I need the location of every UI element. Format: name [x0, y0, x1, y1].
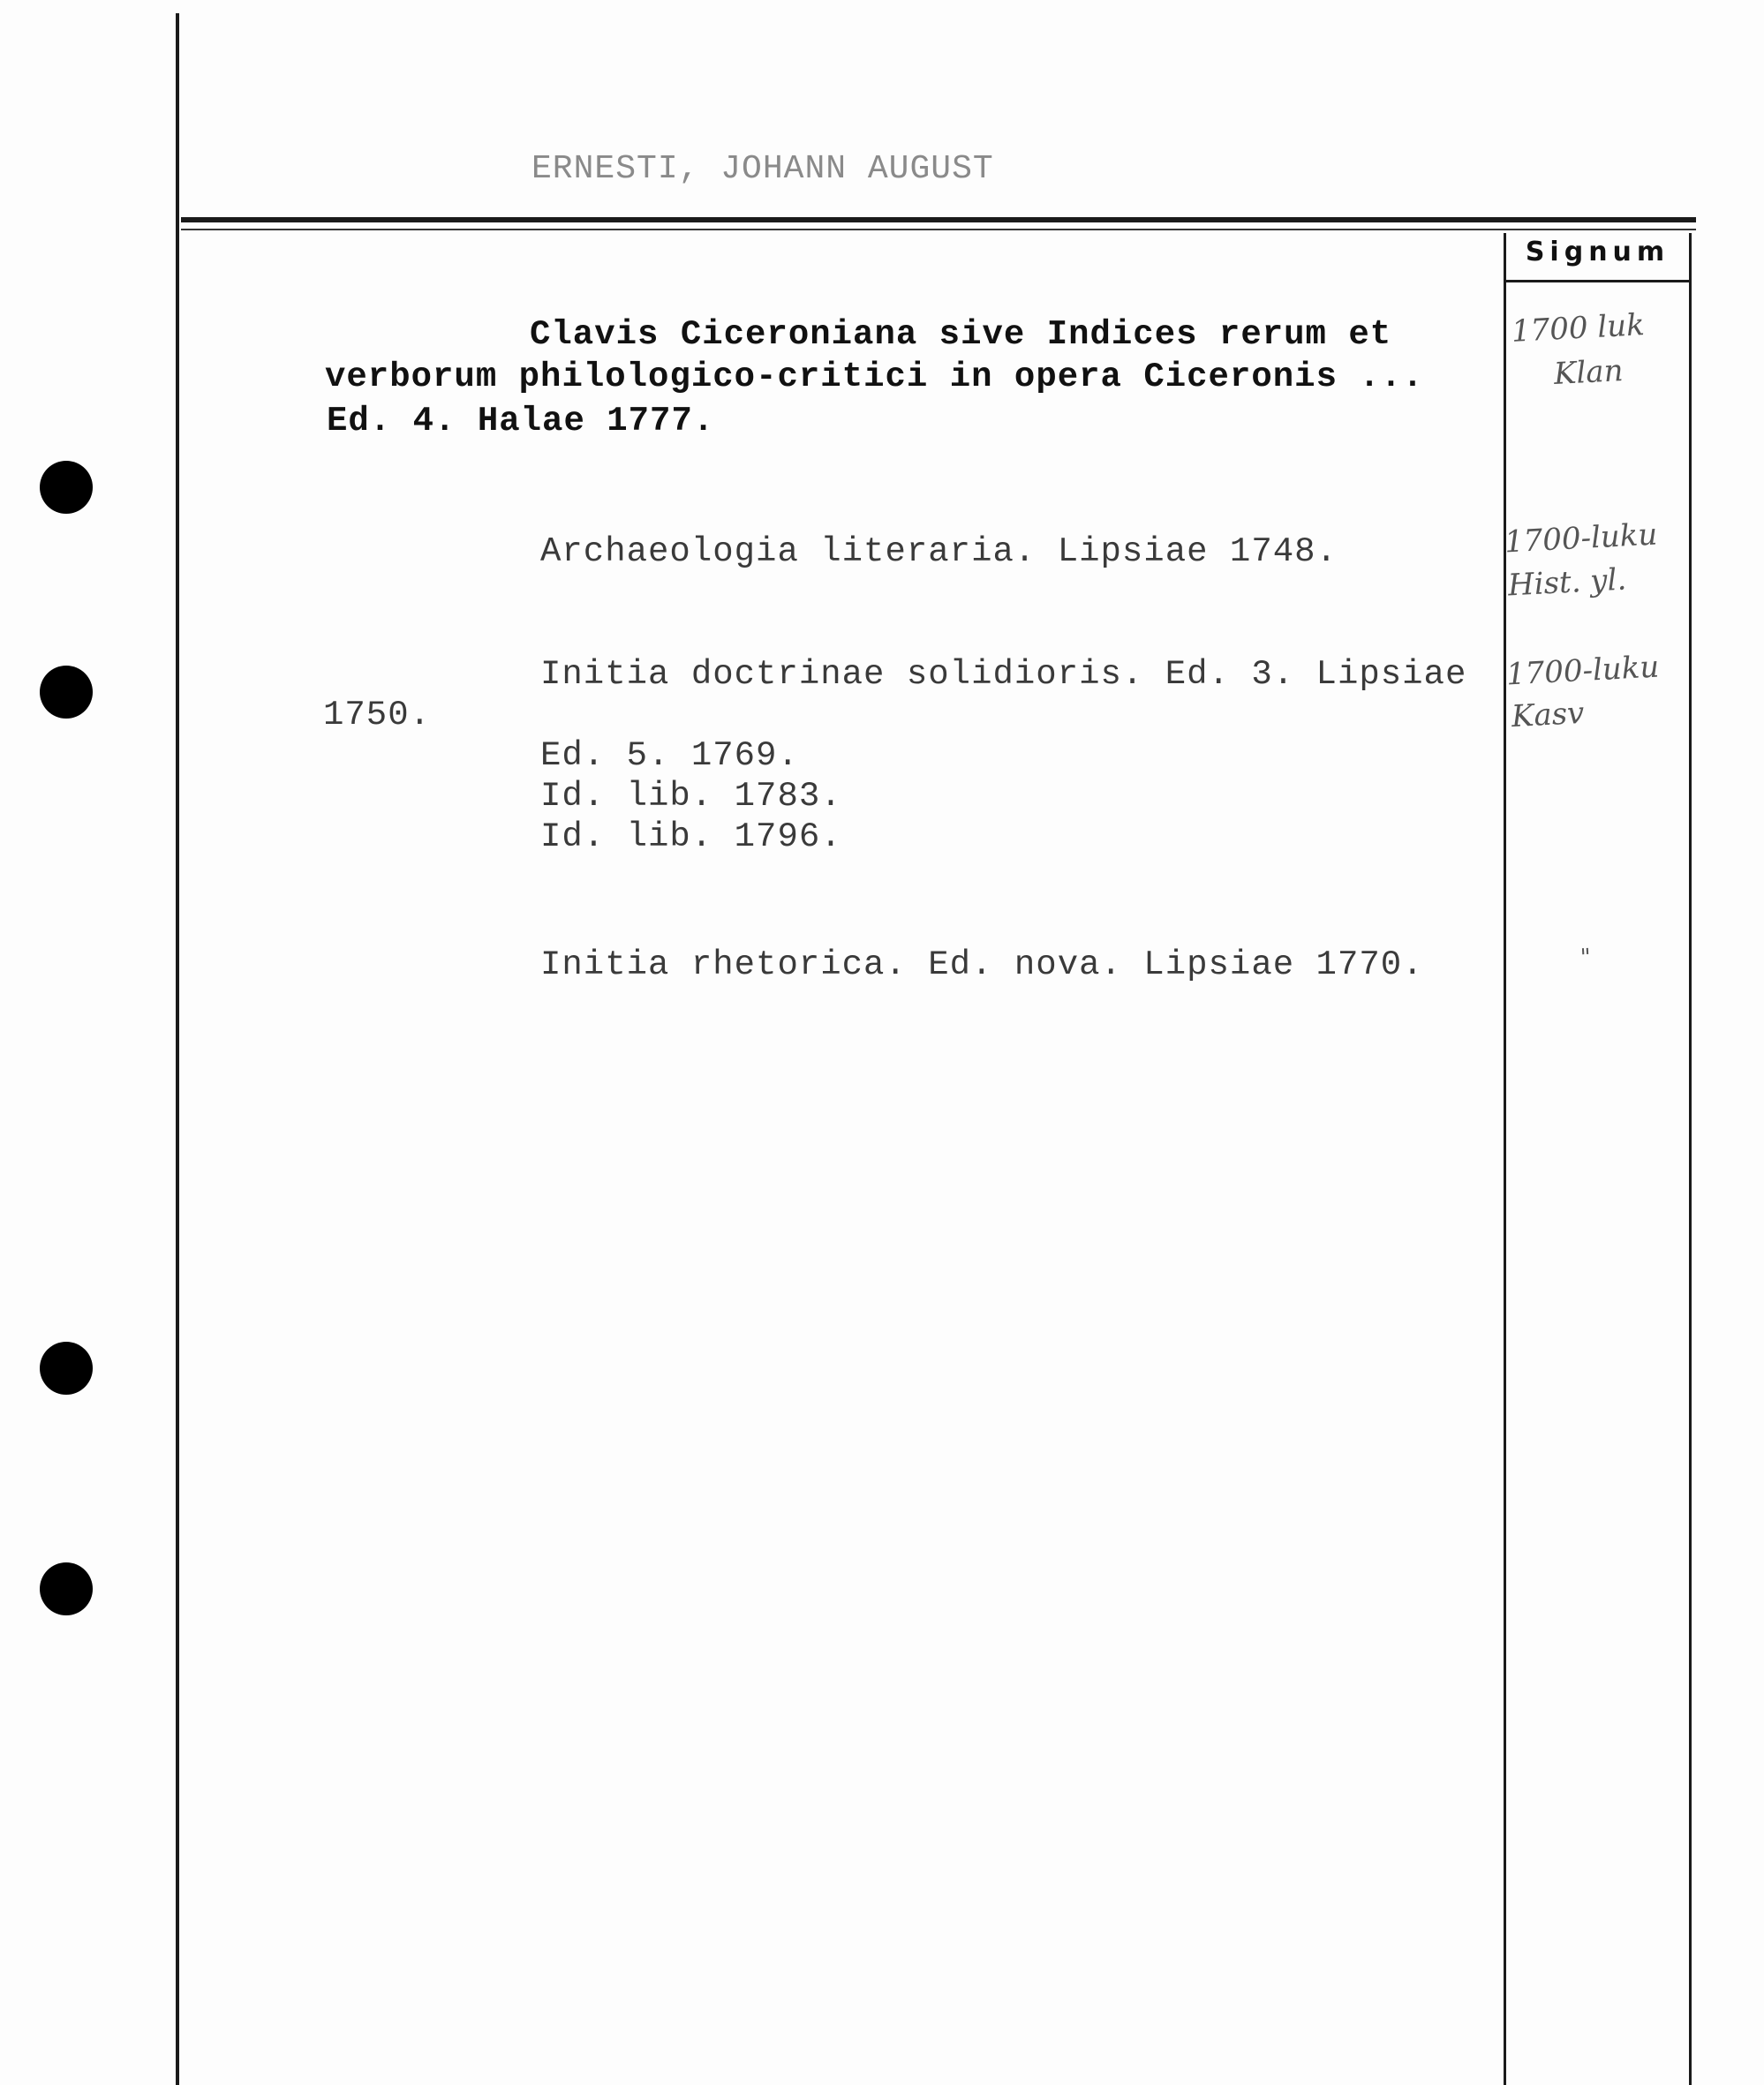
- signum-column-left-border: [1504, 233, 1506, 2085]
- header-rule-thick: [181, 217, 1696, 222]
- signum-note-2-line-2: Hist. yl.: [1507, 561, 1628, 604]
- signum-note-1-line-2: Klan: [1553, 352, 1625, 393]
- signum-header-underline: [1506, 280, 1689, 282]
- entry-4-line-1: Initia rhetorica. Ed. nova. Lipsiae 1770.: [540, 945, 1424, 984]
- card-left-border: [176, 13, 179, 2085]
- binder-hole: [40, 461, 93, 514]
- signum-note-3-line-2: Kasv: [1511, 695, 1586, 735]
- entry-2-line-1: Archaeologia literaria. Lipsiae 1748.: [540, 532, 1338, 571]
- binder-hole: [40, 1342, 93, 1395]
- signum-column-right-border: [1689, 233, 1692, 2085]
- signum-note-2-line-1: 1700-luku: [1504, 516, 1659, 561]
- entry-3-line-4: Id. lib. 1783.: [540, 777, 842, 816]
- signum-note-1-line-1: 1700 luk: [1511, 307, 1646, 350]
- signum-note-3-line-1: 1700-luku: [1505, 649, 1661, 693]
- entry-3-line-1: Initia doctrinae solidioris. Ed. 3. Lipsiae: [540, 655, 1467, 694]
- entry-1-line-2: verborum philologico-critici in opera Ciceronis ...: [325, 358, 1424, 396]
- entry-3-line-2: 1750.: [323, 696, 432, 734]
- header-rule-thin: [181, 229, 1696, 230]
- entry-3-line-3: Ed. 5. 1769.: [540, 736, 799, 775]
- entry-1-line-3: Ed. 4. Halae 1777.: [327, 402, 715, 440]
- signum-note-4-ditto: ": [1579, 944, 1592, 972]
- author-heading: ERNESTI, JOHANN AUGUST: [531, 150, 994, 188]
- entry-3-line-5: Id. lib. 1796.: [540, 817, 842, 856]
- binder-hole: [40, 666, 93, 719]
- entry-1-line-1: Clavis Ciceroniana sive Indices rerum et: [530, 315, 1392, 354]
- signum-column-header: Signum: [1525, 237, 1670, 267]
- binder-hole: [40, 1562, 93, 1615]
